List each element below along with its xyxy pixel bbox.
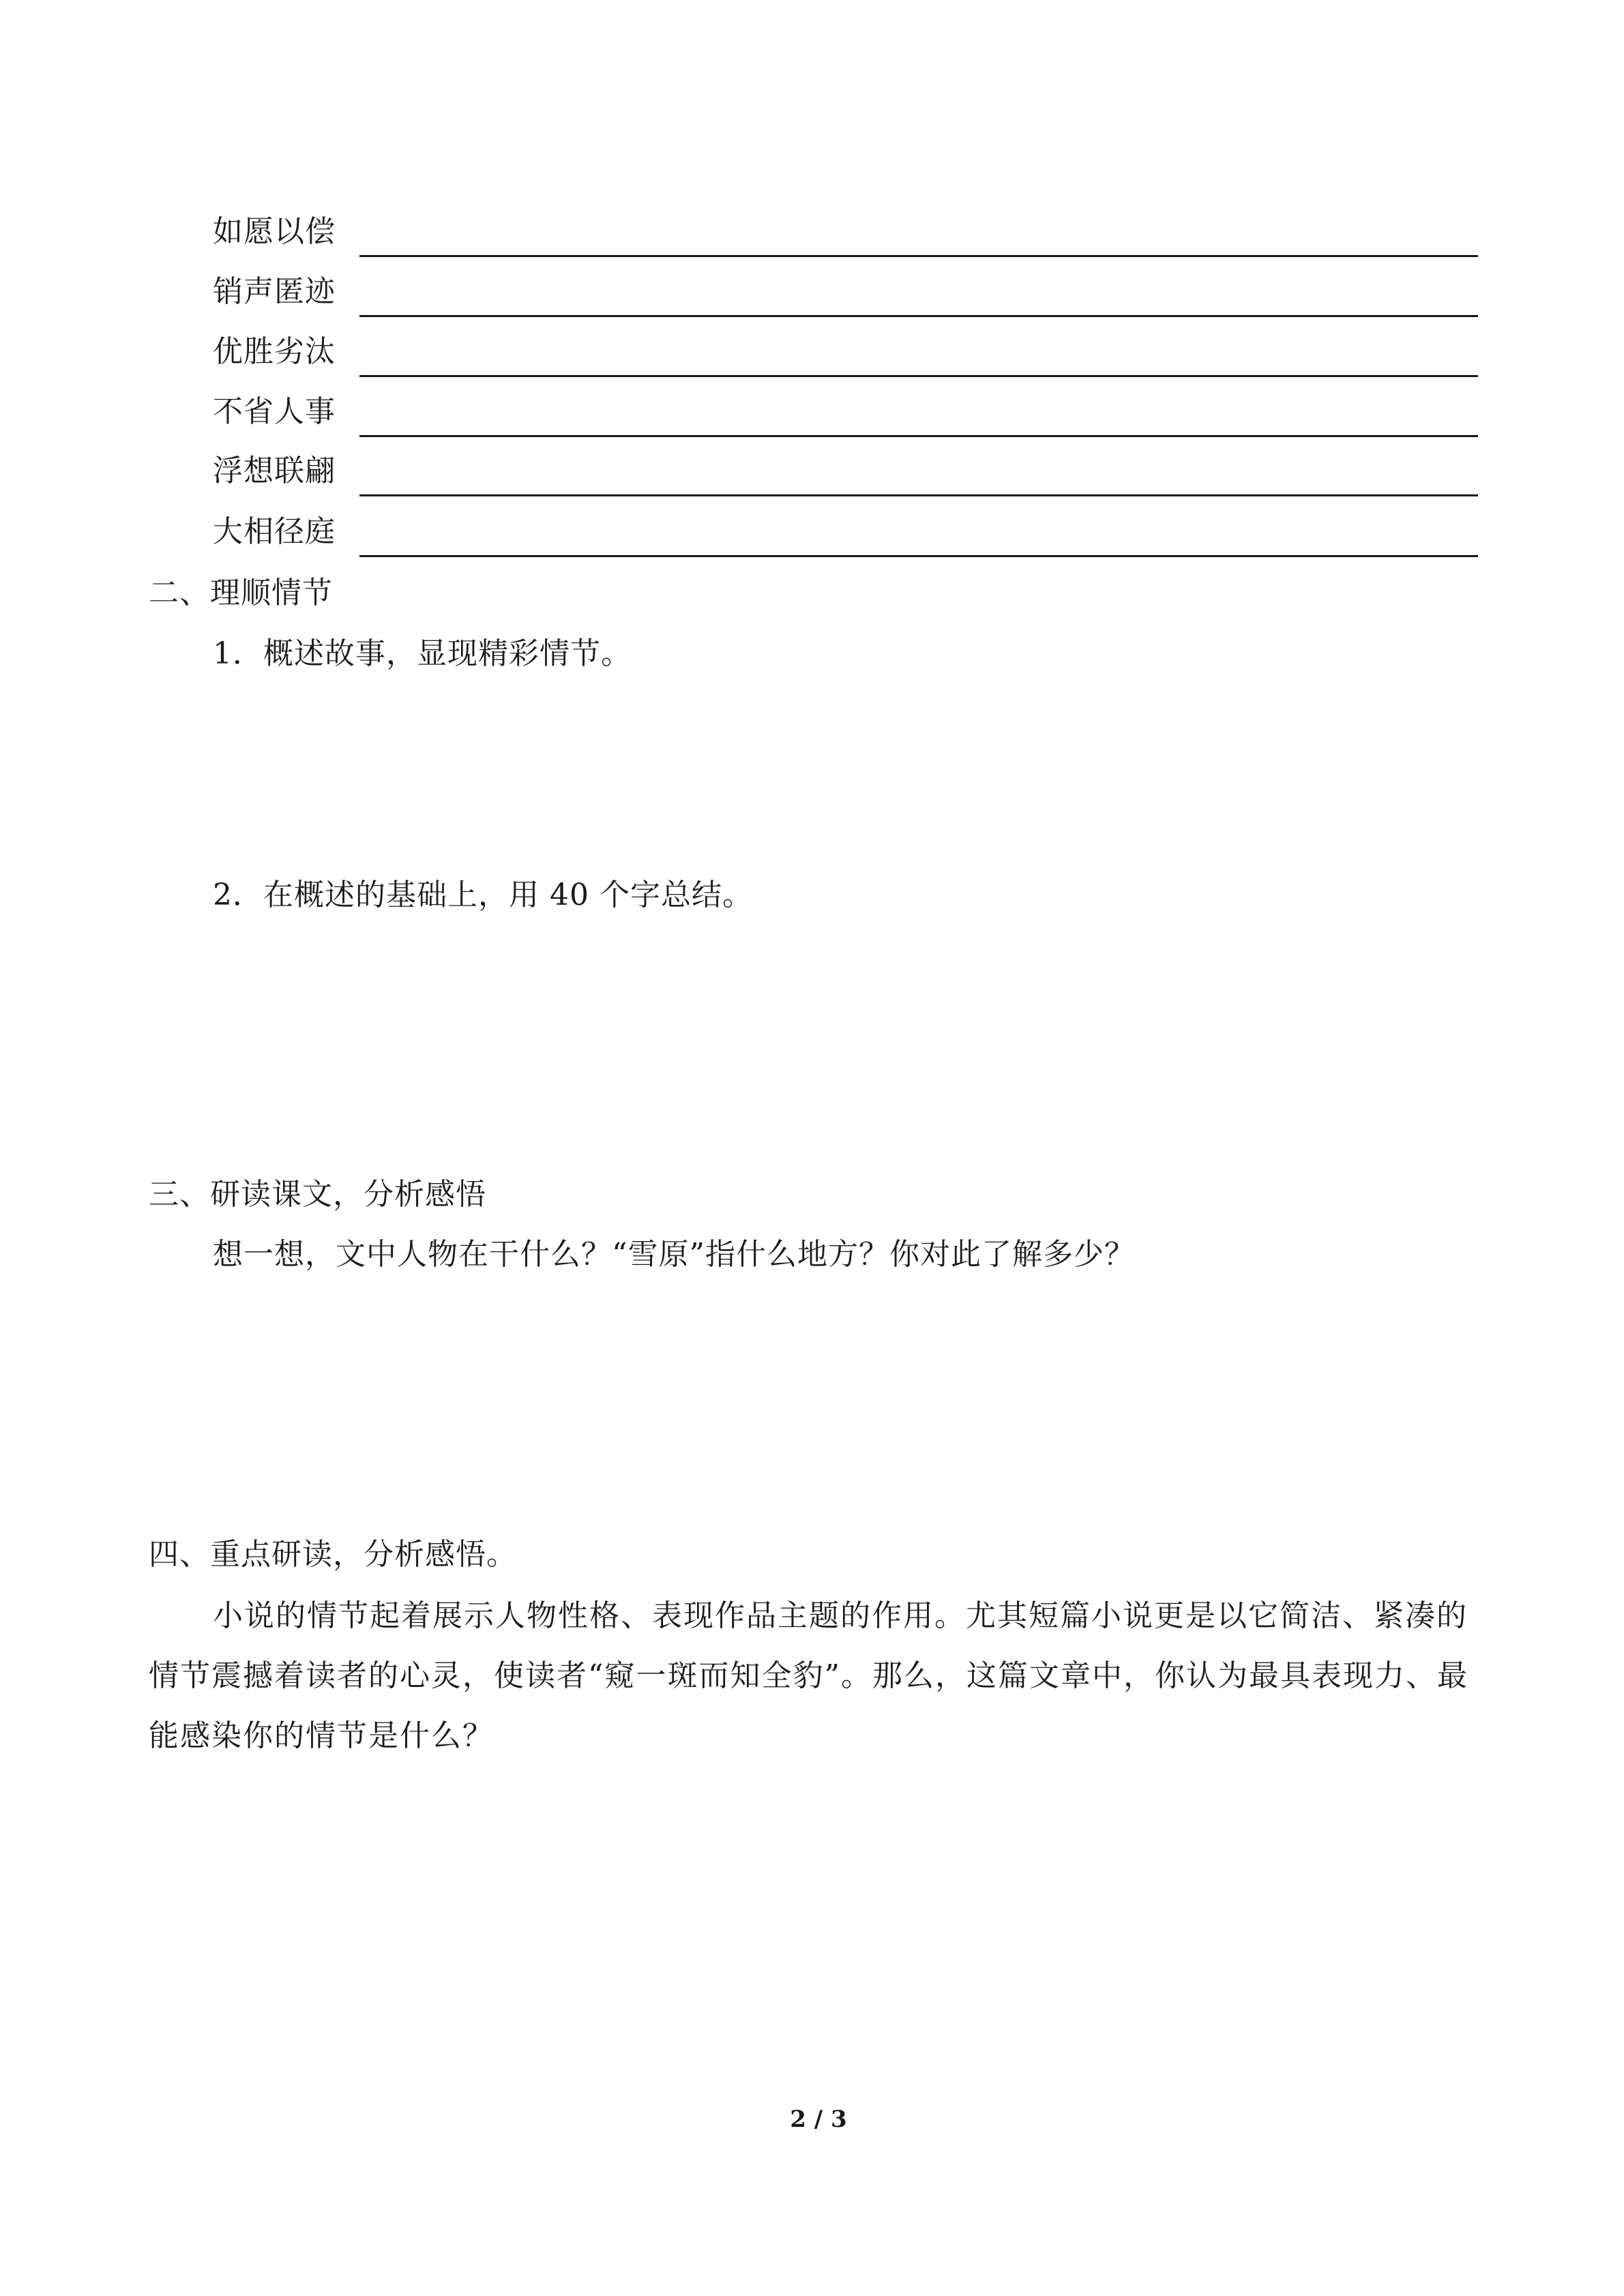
vocab-term: 不省人事	[213, 394, 336, 429]
vocab-row	[213, 214, 1479, 265]
vocab-term: 优胜劣汰	[213, 334, 336, 369]
question-text: 想一想，文中人物在干什么？“雪原”指什么地方？你对此了解多少？	[213, 1237, 1135, 1272]
answer-line	[359, 435, 1478, 437]
answer-line	[359, 494, 1478, 496]
vocab-row	[213, 453, 1479, 504]
vocab-row	[213, 394, 1479, 445]
vocab-term: 浮想联翩	[213, 453, 336, 488]
body-paragraph: 小说的情节起着展示人物性格、表现作品主题的作用。尤其短篇小说更是以它简洁、紧凑的情节震撼着读者的心灵，使读者“窥一斑而知全豹”。那么，这篇文章中，你认为最具表现力、最能感染你的情节是什么？	[149, 1598, 1468, 1753]
vocab-term: 如愿以偿	[213, 214, 336, 249]
answer-line	[359, 315, 1478, 317]
vocab-row	[213, 334, 1479, 385]
section-heading: 三、研读课文，分析感悟	[149, 1177, 486, 1212]
question-text: 1．概述故事，显现精彩情节。	[213, 636, 632, 671]
vocab-term: 大相径庭	[213, 514, 336, 549]
answer-line	[359, 375, 1478, 377]
vocab-row	[213, 274, 1479, 325]
page-number: 2 / 3	[790, 2106, 847, 2133]
vocab-row	[213, 514, 1479, 565]
section-heading: 四、重点研读，分析感悟。	[149, 1537, 517, 1572]
answer-line	[359, 555, 1478, 557]
vocab-term: 销声匿迹	[213, 274, 336, 309]
question-text: 2．在概述的基础上，用 40 个字总结。	[213, 878, 753, 912]
section-heading: 二、理顺情节	[149, 576, 333, 610]
answer-line	[359, 255, 1478, 257]
